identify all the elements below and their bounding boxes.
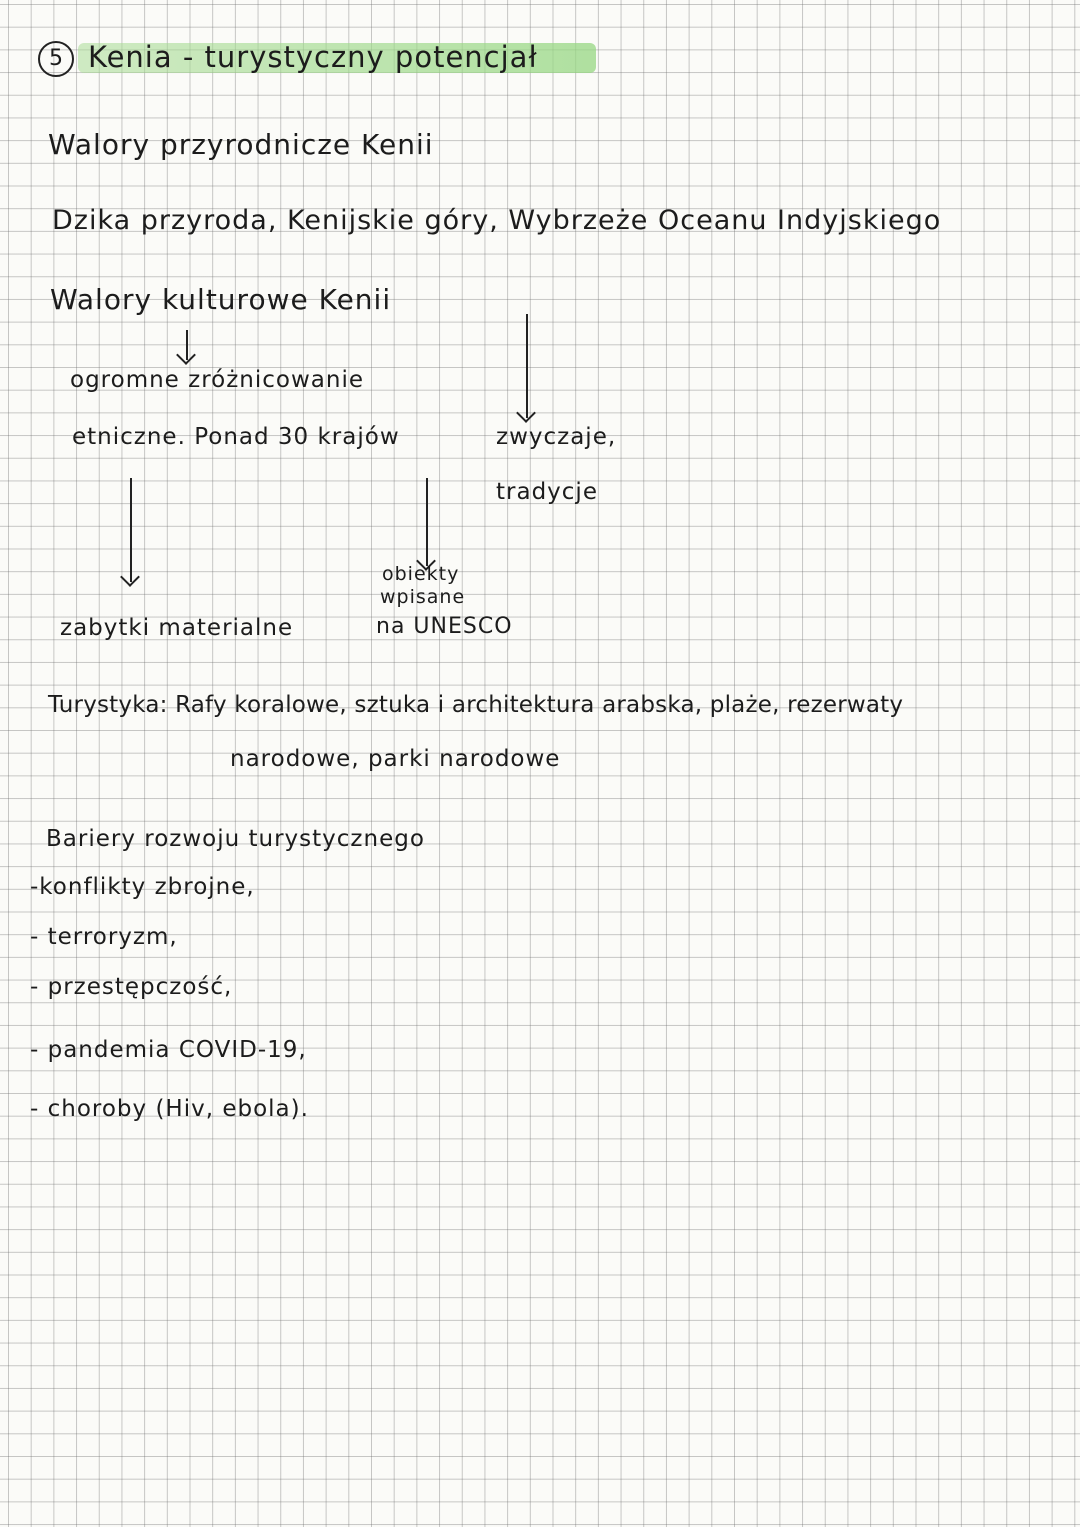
arrow-to-unesco bbox=[426, 478, 428, 566]
material-monuments: zabytki materialne bbox=[60, 615, 294, 641]
arrow-to-customs bbox=[526, 314, 528, 418]
unesco-line2: wpisane bbox=[380, 586, 466, 608]
arrow-to-monuments bbox=[130, 478, 132, 582]
barrier-item: -konflikty zbrojne, bbox=[30, 874, 255, 900]
cultural-values-heading: Walory kulturowe Kenii bbox=[50, 283, 392, 316]
ethnic-diversity-line1: ogromne zróżnicowanie bbox=[70, 367, 365, 393]
natural-values-heading: Walory przyrodnicze Kenii bbox=[48, 128, 434, 161]
barrier-item: - przestępczość, bbox=[30, 974, 233, 1000]
section-number-circle bbox=[38, 41, 74, 77]
section-number: 5 bbox=[49, 46, 63, 71]
page-title: Kenia - turystyczny potencjał bbox=[88, 40, 538, 74]
ethnic-diversity-line2: etniczne. Ponad 30 krajów bbox=[72, 424, 400, 450]
unesco-line3: na UNESCO bbox=[376, 614, 513, 639]
customs-line2: tradycje bbox=[496, 479, 598, 505]
barriers-heading: Bariery rozwoju turystycznego bbox=[46, 826, 425, 852]
barrier-item: - terroryzm, bbox=[30, 924, 178, 950]
tourism-line2: narodowe, parki narodowe bbox=[230, 746, 561, 772]
unesco-line1: obiekty bbox=[382, 563, 460, 585]
natural-values-text: Dzika przyroda, Kenijskie góry, Wybrzeże Oceanu Indyjskiego bbox=[52, 205, 942, 236]
barrier-item: - pandemia COVID-19, bbox=[30, 1037, 307, 1063]
arrow-to-diversity bbox=[186, 330, 188, 360]
customs-line1: zwyczaje, bbox=[496, 424, 617, 450]
tourism-line1: Turystyka: Rafy koralowe, sztuka i architektura arabska, plaże, rezerwaty bbox=[48, 692, 904, 718]
barrier-item: - choroby (Hiv, ebola). bbox=[30, 1096, 309, 1122]
